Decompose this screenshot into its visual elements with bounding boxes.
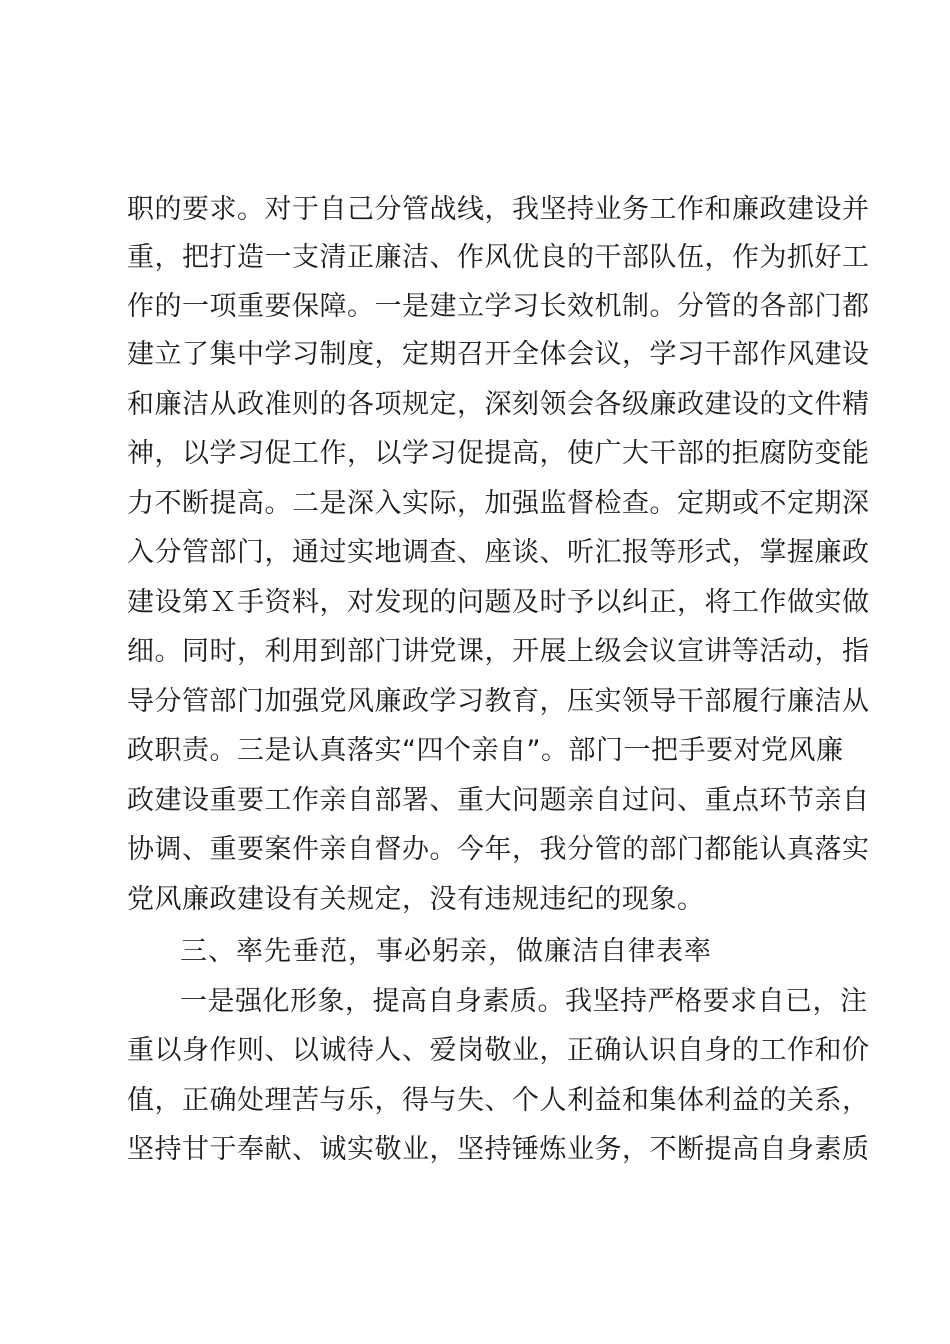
text-line: 政建设重要工作亲自部署、重大问题亲自过问、重点环节亲自 bbox=[127, 785, 870, 816]
text-line: 神，以学习促工作，以学习促提高，使广大干部的拒腐防变能 bbox=[127, 438, 870, 469]
text-line: 重，把打造一支清正廉洁、作风优良的干部队伍，作为抓好工 bbox=[127, 242, 870, 273]
paragraph-first-line: 一是强化形象，提高自身素质。我坚持严格要求自已，注 bbox=[180, 986, 868, 1017]
text-line: 和廉洁从政准则的各项规定，深刻领会各级廉政建设的文件精 bbox=[127, 389, 870, 420]
text-line: 细。同时，利用到部门讲党课，开展上级会议宣讲等活动，指 bbox=[127, 636, 870, 667]
text-line: 导分管部门加强党风廉政学习教育，压实领导干部履行廉洁从 bbox=[127, 686, 870, 717]
text-line: 值，正确处理苦与乐，得与失、个人利益和集体利益的关系， bbox=[127, 1085, 870, 1116]
section-heading: 三、率先垂范，事必躬亲，做廉洁自律表率 bbox=[180, 936, 712, 967]
text-line: 作的一项重要保障。一是建立学习长效机制。分管的各部门都 bbox=[127, 291, 870, 322]
text-line: 建设第Ｘ手资料，对发现的问题及时予以纠正，将工作做实做 bbox=[127, 587, 870, 618]
text-line: 建立了集中学习制度，定期召开全体会议，学习干部作风建设 bbox=[127, 339, 870, 370]
text-line: 重以身作则、以诚待人、爱岗敬业，正确认识自身的工作和价 bbox=[127, 1035, 870, 1066]
text-line: 政职责。三是认真落实“四个亲自”。部门一把手要对党风廉 bbox=[127, 735, 844, 766]
text-line: 入分管部门，通过实地调查、座谈、听汇报等形式，掌握廉政 bbox=[127, 537, 870, 568]
text-line: 坚持甘于奉献、诚实敬业，坚持锤炼业务，不断提高自身素质 bbox=[127, 1134, 870, 1165]
text-line: 职的要求。对于自己分管战线，我坚持业务工作和廉政建设并 bbox=[127, 194, 870, 225]
text-line: 力不断提高。二是深入实际，加强监督检查。定期或不定期深 bbox=[127, 488, 870, 519]
paragraph-end-line: 党风廉政建设有关规定，没有违规违纪的现象。 bbox=[127, 884, 705, 915]
text-line: 协调、重要案件亲自督办。今年，我分管的部门都能认真落实 bbox=[127, 834, 870, 865]
